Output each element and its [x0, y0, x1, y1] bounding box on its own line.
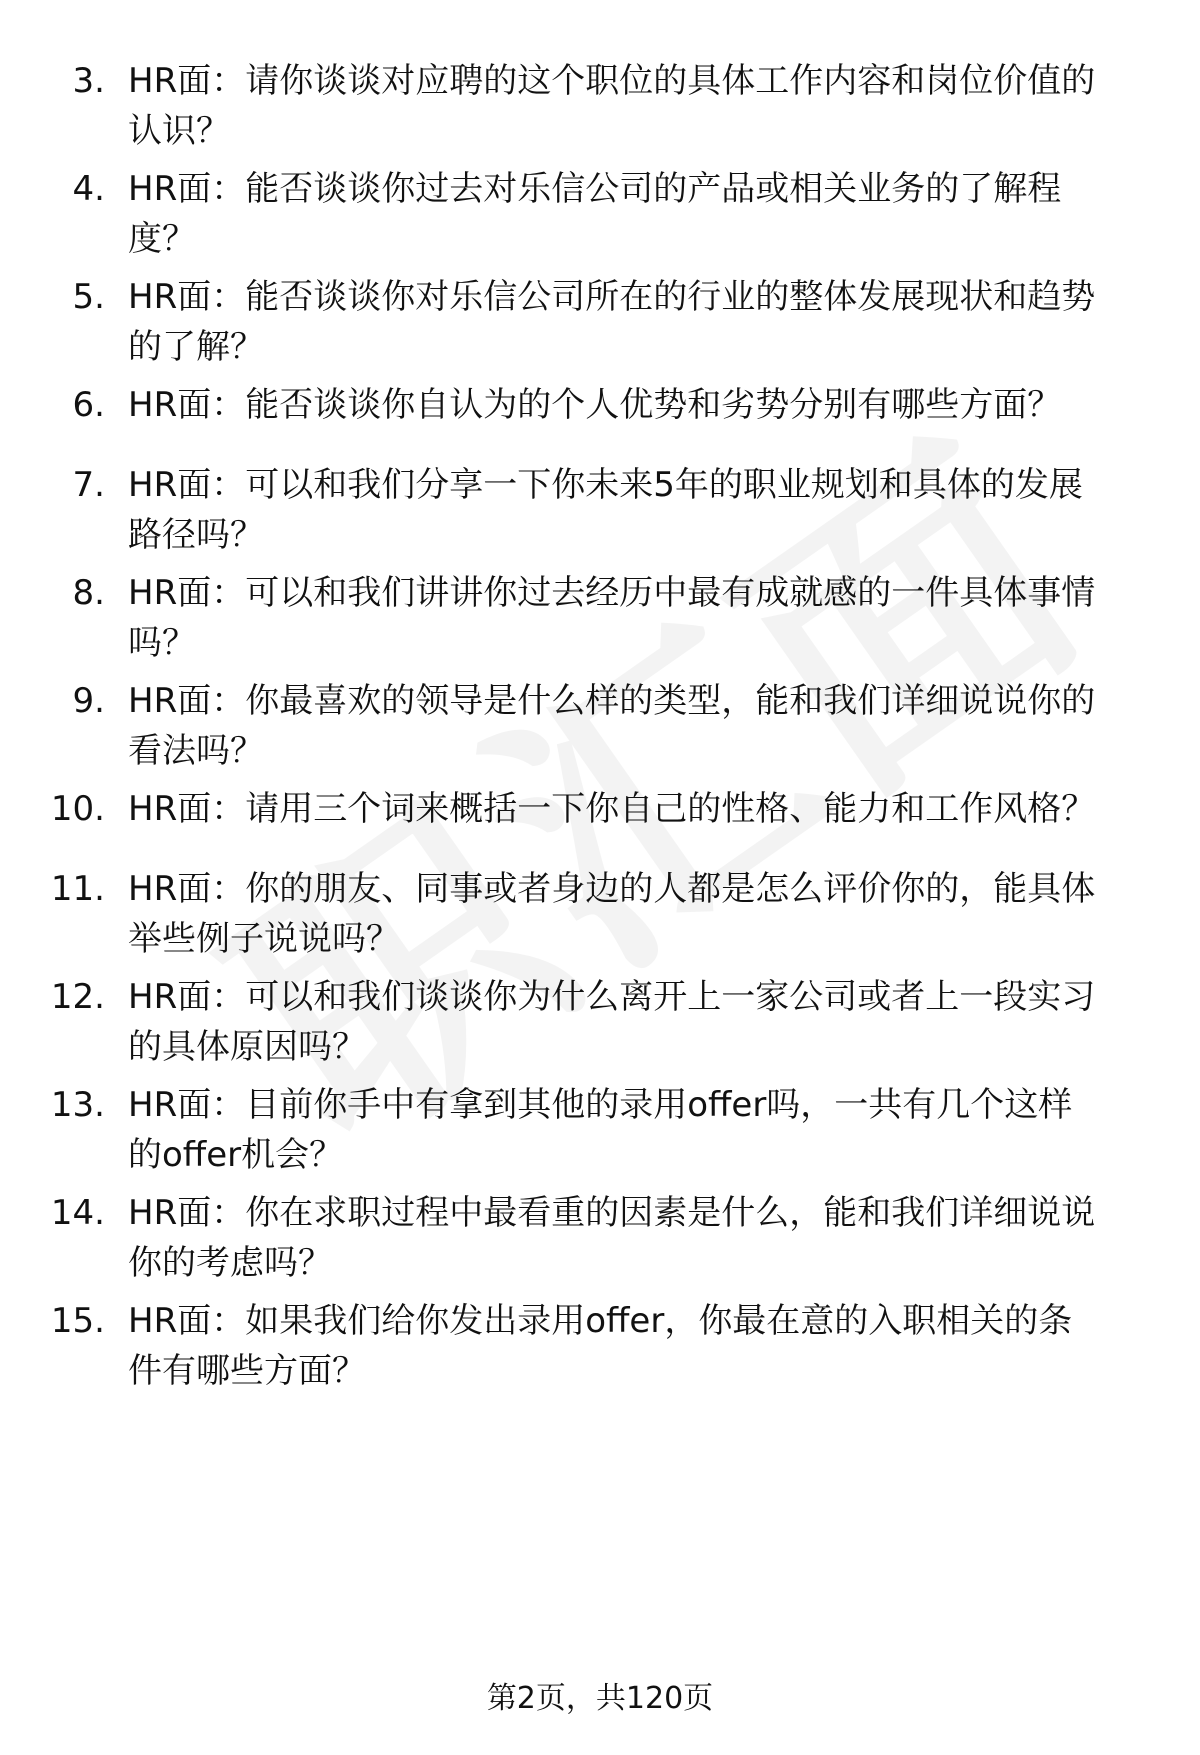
item-text: HR面：如果我们给你发出录用offer，你最在意的入职相关的条 件有哪些方面？ [128, 1301, 1073, 1391]
item-number: 15. [50, 1301, 105, 1341]
item-number: 7. [72, 465, 105, 505]
item-text: HR面：你在求职过程中最看重的因素是什么，能和我们详细说说 你的考虑吗？ [128, 1193, 1096, 1283]
item-text: HR面：目前你手中有拿到其他的录用offer吗，一共有几个这样 的offer机会？ [128, 1085, 1073, 1175]
item-number: 8. [72, 573, 105, 613]
list-item [0, 676, 1200, 784]
item-number: 4. [72, 169, 105, 209]
list-item [0, 380, 1200, 460]
item-number: 5. [72, 277, 105, 317]
item-text: HR面：可以和我们分享一下你未来5年的职业规划和具体的发展 路径吗？ [128, 465, 1083, 555]
question-list [0, 56, 1200, 1404]
item-text: HR面：可以和我们谈谈你为什么离开上一家公司或者上一段实习 的具体原因吗？ [128, 977, 1096, 1067]
list-item [0, 568, 1200, 676]
item-text: HR面：能否谈谈你过去对乐信公司的产品或相关业务的了解程 度？ [128, 169, 1062, 259]
item-text: HR面：你最喜欢的领导是什么样的类型，能和我们详细说说你的 看法吗？ [128, 681, 1096, 771]
item-text: HR面：请你谈谈对应聘的这个职位的具体工作内容和岗位价值的 认识？ [128, 61, 1096, 151]
item-number: 3. [72, 61, 105, 101]
list-item [0, 164, 1200, 272]
item-number: 11. [50, 869, 105, 909]
item-number: 9. [72, 681, 105, 721]
item-text: HR面：请用三个词来概括一下你自己的性格、能力和工作风格？ [128, 789, 1096, 829]
item-number: 14. [50, 1193, 105, 1233]
item-number: 6. [72, 385, 105, 425]
item-text: HR面：你的朋友、同事或者身边的人都是怎么评价你的，能具体 举些例子说说吗？ [128, 869, 1096, 959]
item-text: HR面：能否谈谈你自认为的个人优势和劣势分别有哪些方面？ [128, 385, 1062, 425]
list-item [0, 272, 1200, 380]
page-footer: 第2页，共120页 [486, 1681, 714, 1716]
item-number: 12. [50, 977, 105, 1017]
list-item [0, 1188, 1200, 1296]
item-text: HR面：可以和我们讲讲你过去经历中最有成就感的一件具体事情 吗？ [128, 573, 1096, 663]
item-number: 13. [50, 1085, 105, 1125]
list-item [0, 1296, 1200, 1404]
item-text: HR面：能否谈谈你对乐信公司所在的行业的整体发展现状和趋势 的了解？ [128, 277, 1096, 367]
list-item [0, 1080, 1200, 1188]
list-item [0, 460, 1200, 568]
list-item [0, 864, 1200, 972]
list-item [0, 784, 1200, 864]
list-item [0, 56, 1200, 164]
list-item [0, 972, 1200, 1080]
item-number: 10. [50, 789, 105, 829]
